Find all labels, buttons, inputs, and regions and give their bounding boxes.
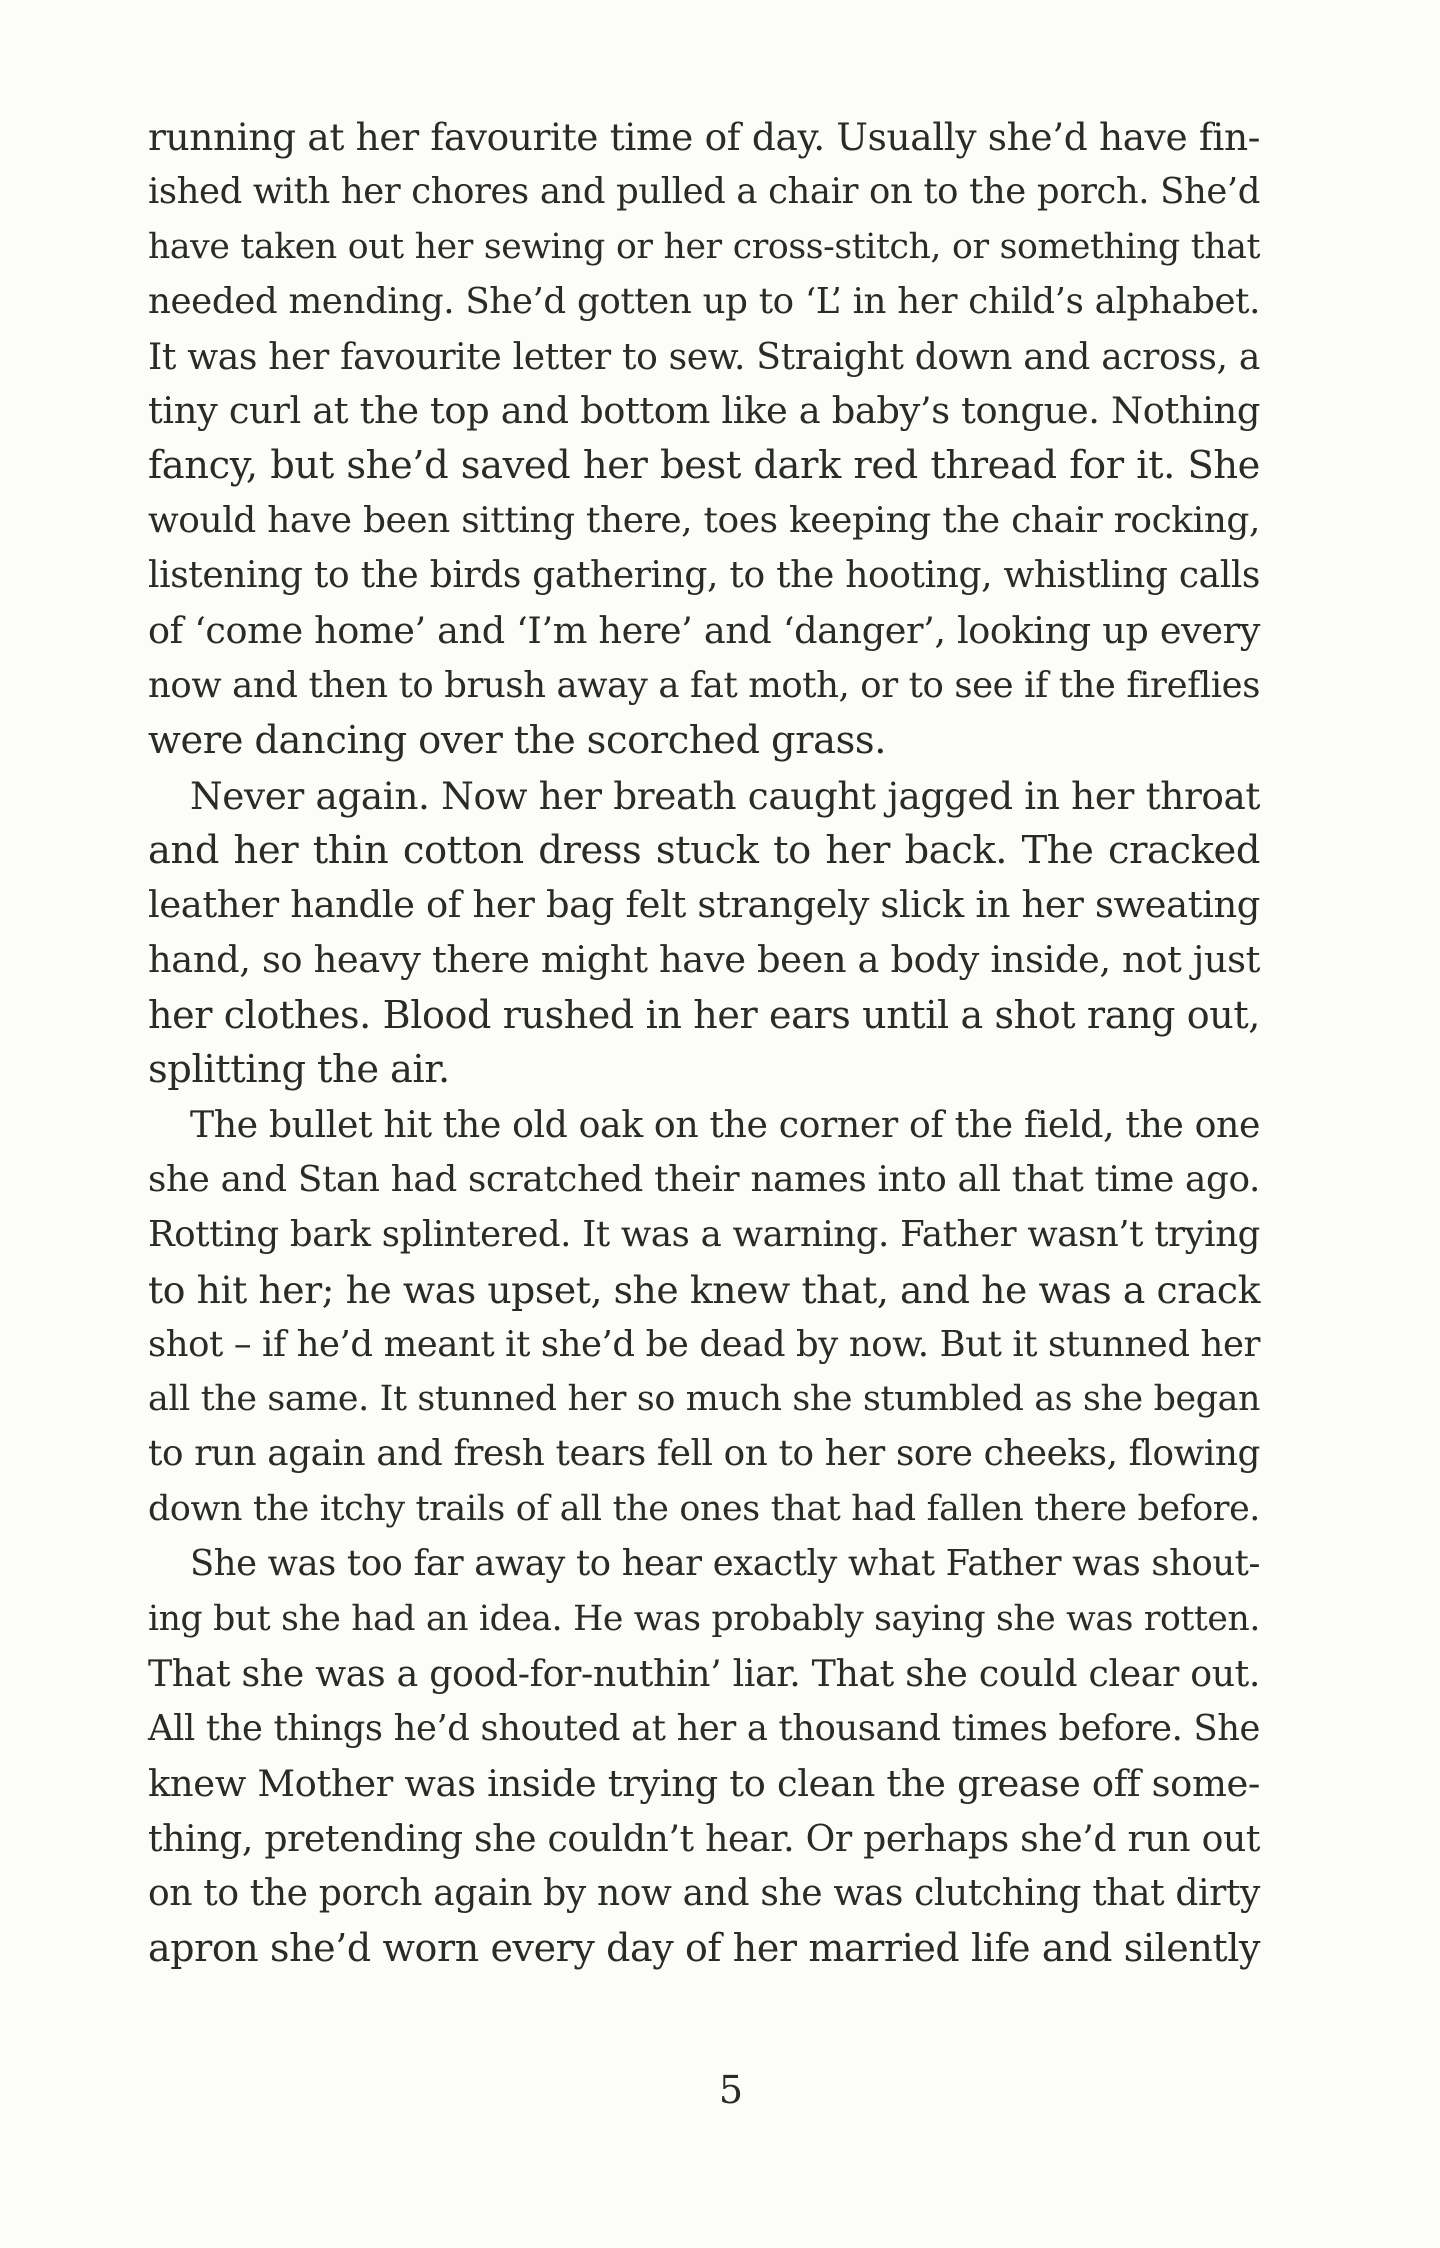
paragraph-1-line: needed mending. She’d gotten up to ‘L’ in her child’s alphabet. bbox=[148, 280, 1260, 322]
paragraph-4-line: thing, pretending she couldn’t hear. Or perhaps she’d run out bbox=[148, 1816, 1260, 1860]
paragraph-4-line: All the things he’d shouted at her a thousand times before. She bbox=[148, 1707, 1260, 1749]
paragraph-4-line: knew Mother was inside trying to clean the grease off some- bbox=[148, 1761, 1260, 1805]
paragraph-1-line: were dancing over the scorched grass. bbox=[148, 717, 886, 763]
paragraph-2-line: her clothes. Blood rushed in her ears until a shot rang out, bbox=[148, 993, 1260, 1038]
paragraph-1-line: fancy, but she’d saved her best dark red thread for it. She bbox=[148, 443, 1260, 489]
paragraph-3-line: to run again and fresh tears fell on to her sore cheeks, flowing bbox=[148, 1433, 1260, 1475]
paragraph-4-line: She was too far away to hear exactly what Father was shout- bbox=[190, 1543, 1260, 1585]
paragraph-1-line: listening to the birds gathering, to the hooting, whistling calls bbox=[148, 555, 1260, 597]
paragraph-3-line: she and Stan had scratched their names into all that time ago. bbox=[148, 1158, 1260, 1200]
paragraph-3-line: shot – if he’d meant it she’d be dead by now. But it stunned her bbox=[148, 1323, 1260, 1365]
paragraph-1-line: running at her favourite time of day. Usually she’d have fin- bbox=[148, 115, 1260, 159]
paragraph-1-line: tiny curl at the top and bottom like a baby’s tongue. Nothing bbox=[148, 389, 1260, 433]
paragraph-3-line: The bullet hit the old oak on the corner of the field, the one bbox=[190, 1103, 1260, 1147]
paragraph-2-line: leather handle of her bag felt strangely slick in her sweating bbox=[148, 883, 1260, 927]
body-text bbox=[148, 110, 1260, 1976]
paragraph-4-line: That she was a good-for-nuthin’ liar. That she could clear out. bbox=[148, 1651, 1260, 1695]
paragraph-1-line: It was her favourite letter to sew. Straight down and across, a bbox=[148, 335, 1260, 378]
paragraph-1-line: of ‘come home’ and ‘I’m here’ and ‘danger’, looking up every bbox=[148, 609, 1260, 653]
paragraph-3-line: Rotting bark splintered. It was a warning. Father wasn’t trying bbox=[148, 1213, 1260, 1255]
paragraph-2-line: hand, so heavy there might have been a body inside, not just bbox=[148, 938, 1260, 982]
page-number: 5 bbox=[718, 2068, 744, 2112]
paragraph-1-line: ished with her chores and pulled a chair on to the porch. She’d bbox=[148, 170, 1260, 212]
paragraph-2-line: and her thin cotton dress stuck to her back. The cracked bbox=[148, 827, 1260, 873]
paragraph-4-line: ing but she had an idea. He was probably saying she was rotten. bbox=[148, 1599, 1260, 1640]
paragraph-1-line: would have been sitting there, toes keeping the chair rocking, bbox=[148, 500, 1260, 542]
paragraph-3-line: to hit her; he was upset, she knew that, and he was a crack bbox=[148, 1267, 1260, 1312]
paragraph-3-line: all the same. It stunned her so much she stumbled as she began bbox=[148, 1379, 1260, 1420]
paragraph-2-line: Never again. Now her breath caught jagged in her throat bbox=[190, 773, 1260, 818]
paragraph-2-line: splitting the air. bbox=[148, 1047, 450, 1093]
paragraph-1-line: now and then to brush away a fat moth, or to see if the fireflies bbox=[148, 664, 1260, 706]
paragraph-1-line: have taken out her sewing or her cross-stitch, or something that bbox=[148, 226, 1260, 267]
paragraph-3-line: down the itchy trails of all the ones that had fallen there before. bbox=[148, 1489, 1260, 1530]
paragraph-4-line: on to the porch again by now and she was clutching that dirty bbox=[148, 1872, 1260, 1914]
paragraph-4-line: apron she’d worn every day of her married life and silently bbox=[148, 1926, 1260, 1971]
